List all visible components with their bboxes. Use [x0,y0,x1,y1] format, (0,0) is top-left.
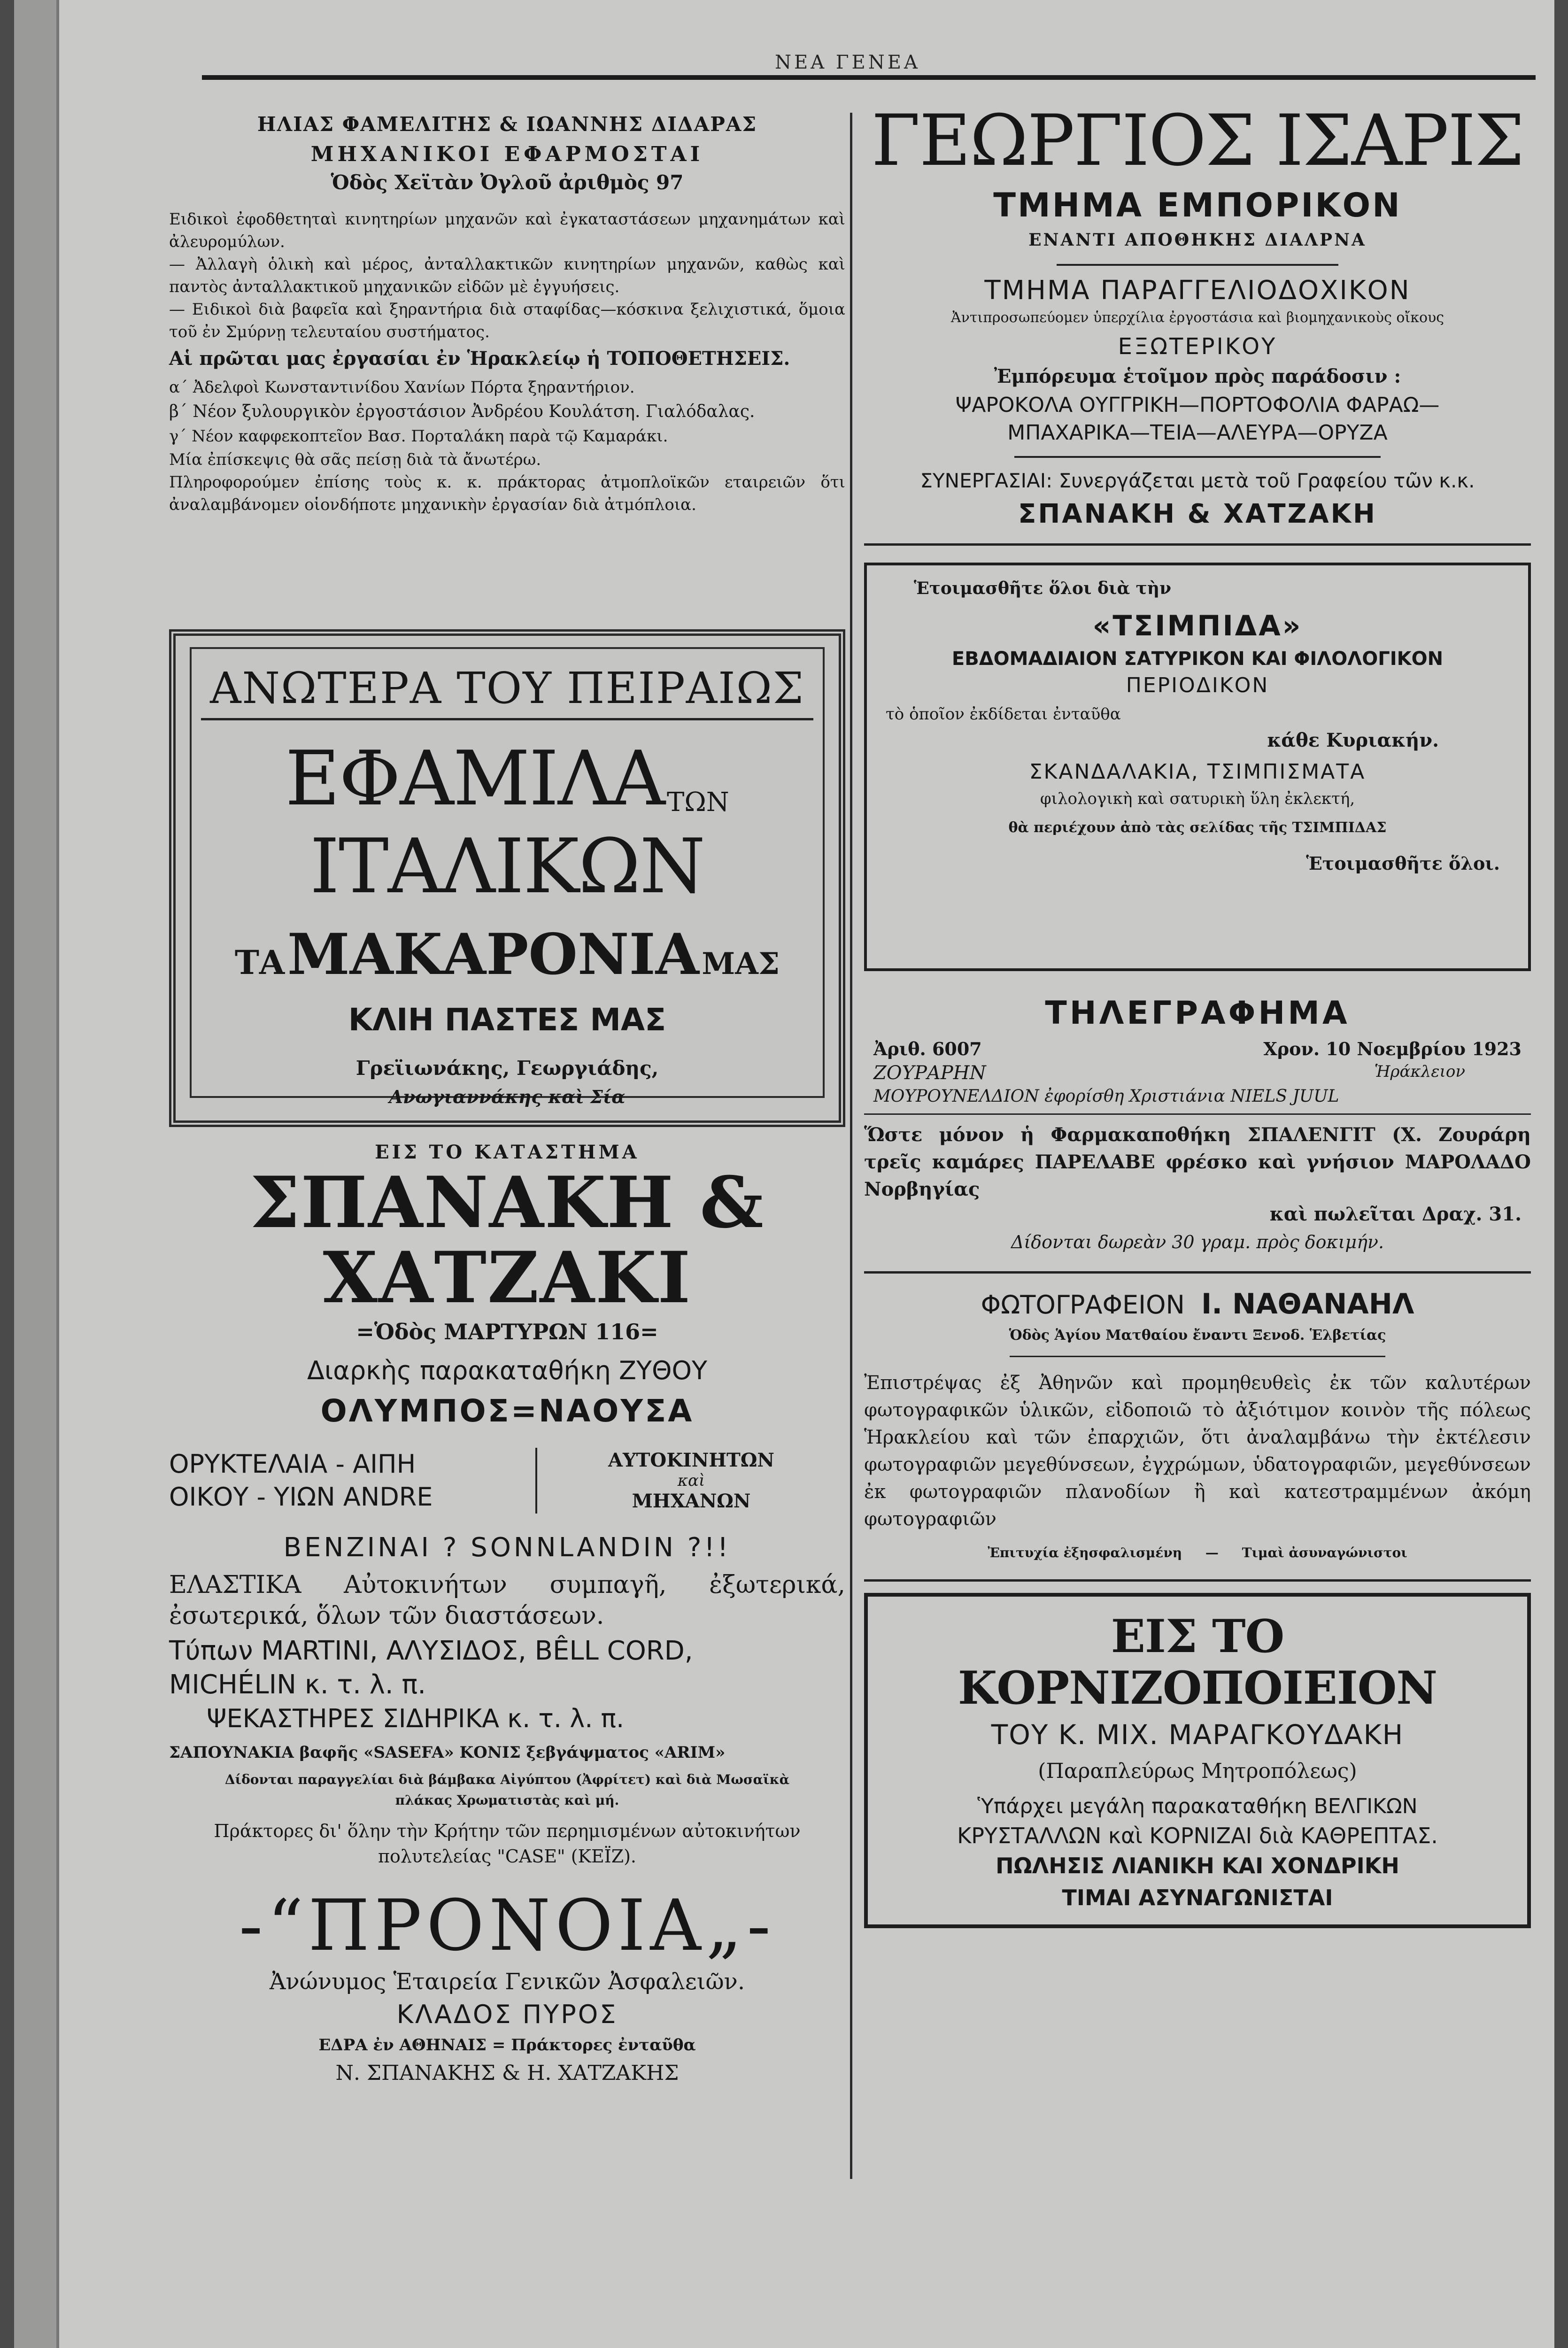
ad-spanakis-oils [169,1448,537,1514]
ad-isaris-goods2: ΜΠΑΧΑΡΙΚΑ—ΤΕΙΑ—ΑΛΕΥΡΑ—ΟΡΥΖΑ [1007,421,1388,445]
ad-tsimpida-issued: τὸ ὁποῖον ἐκδίδεται ἐνταῦθα [886,705,1121,724]
ad-famelitis-names: ΗΛΙΑΣ ΦΑΜΕΛΙΤΗΣ & ΙΩΑΝΝΗΣ ΔΙΔΑΡΑΣ [257,113,757,136]
page-header [202,47,1536,75]
ad-spanakis-name: ΣΠΑΝΑΚΗ & ΧΑΤΖΑΚΙ [250,1161,765,1319]
binding-edge [14,0,59,2348]
ad-spanakis-beer: ΟΛΥΜΠΟΣ=ΝΑΟΥΣΑ [320,1393,694,1429]
ad-famelitis-body-1: Ειδικοὶ ἐφοδθετηταὶ κινητηρίων μηχανῶν καὶ ἐγκαταστάσεων μηχανημάτων καὶ ἀλευρομύλων. [169,210,845,251]
ad-telegram-dest [864,1062,1531,1084]
ad-tsimpida-sunday: κάθε Κυριακήν. [1267,729,1439,751]
ad-spanakis-cars [537,1449,845,1512]
ad-pronoia-company: Ἀνώνυμος Ἑταιρεία Γενικῶν Ἀσφαλειῶν. [269,1969,745,1995]
ad-marangoudakis-owner: ΤΟΥ Κ. ΜΙΧ. ΜΑΡΑΓΚΟΥΔΑΚΗ [991,1719,1404,1751]
ad-marangoudakis [864,1593,1531,1928]
ad-tsimpida [864,563,1531,971]
ad-makaronia-line3-b: ΜΑΚΑΡΟΝΙΑ [287,921,699,988]
ad-photo-body: Ἐπιστρέψας ἐξ Ἀθηνῶν καὶ προμηθευθεὶς ἐκ τῶν καλυτέρων φωτογραφικῶν ὑλικῶν, εἰδοποιῶ τὸ ἀξιότιμον κοινὸν τῆς πόλεως Ἡρακλείου καὶ τῶν ἐπαρχιῶν, ὅτι ἀναλαμβάνω τὴν ἐκτέλεσιν φωτογραφιῶν μεγεθύνσεων, ἐγχρώμων, ὑδατογραφιῶν, μεγεθύνσεων ἐκ φωτογραφιῶν πλανοδίων ἢ καὶ κατεστραμμένων ἀκόμη φωτογραφιῶν [864,1372,1531,1530]
ad-makaronia-line2-a: ΕΦΑΜΙΛΑ [285,734,664,822]
ad-tsimpida-content: ΣΚΑΝΔΑΛΑΚΙΑ, ΤΣΙΜΠΙΣΜΑΤΑ [1029,760,1366,784]
ad-famelitis-closing-2: Πληροφορούμεν ἐπίσης τοὺς κ. κ. πράκτορας ἀτμοπλοϊκῶν εταιρειῶν ὅτι ἀναλαμβάνομεν οἱονδήποτε μηχανικὴν ἐργασίαν διὰ ἀτμόπλοια. [169,473,845,514]
ad-telegram-num: Ἀριθ. 6007 [873,1038,982,1059]
ad-tsimpida-enjoy: θὰ περιέχουν ἀπὸ τὰς σελίδας τῆς ΤΣΙΜΠΙΔΑΣ [1008,819,1387,836]
ad-tsimpida-ready: Ἑτοιμασθῆτε ὅλοι διὰ τὴν [914,579,1172,598]
ad-marangoudakis-location: (Παραπλεύρως Μητροπόλεως) [1038,1759,1357,1783]
ad-famelitis-address: Ὁδὸς Χεϊτὰν Ὀγλοῦ ἀριθμὸς 97 [331,171,684,194]
ad-makaronia-line3 [201,921,813,988]
ad-spanakis-benzine: BENZINAI ? SONNLANDIN ?!! [283,1532,731,1563]
ad-telegram-title: ΤΗΛΕΓΡΑΦΗΜΑ [1045,995,1350,1032]
ad-makaronia-line2-c: ΙΤΑΛΙΚΩΝ [309,822,705,910]
ad-isaris-goods-intro: Ἐμπόρευμα ἑτοῖμον πρὸς παράδοσιν : [994,365,1401,387]
ad-makaronia-inner [190,647,825,1107]
ad-makaronia-line3-a: ΤΑ [234,943,285,982]
ad-spanakis-street: =Ὁδὸς ΜΑΡΤΥΡΩΝ 116= [356,1319,658,1344]
ad-telegram-sample: Δίδονται δωρεὰν 30 γραμ. πρὸς δοκιμήν. [1011,1232,1384,1252]
ad-marangoudakis-title: ΕΙΣ ΤΟ ΚΟΡΝΙΖΟΠΟΙΕΙΟΝ [958,1610,1437,1715]
ad-telegram-to: ΖΟΥΡΑΡΗΝ [873,1062,986,1084]
ad-makaronia-line2 [201,734,813,910]
divider-2 [864,1271,1531,1274]
ad-isaris-rule-2 [1014,456,1381,458]
ad-famelitis-work-3: γ΄ Νέον καφφεκοπτεῖον Βασ. Πορταλάκη παρὰ τῷ Καμαράκι. [169,427,668,446]
ad-famelitis [169,113,845,620]
ad-spanakis-types: Τύπων MARTINI, ΑΛΥΣΙΔΟΣ, BÊLL CORD, [169,1636,693,1666]
ad-spanakis-oils-row [169,1448,845,1514]
newspaper-title: ΝΕΑ ΓΕΝΕΑ [775,52,920,73]
ad-isaris-opposite: ΕΝΑΝΤΙ ΑΠΟΘΗΚΗΣ ΔΙΑΛΡΝΑ [1028,230,1367,250]
ad-spanakis-tyres: ΕΛΑΣΤΙΚΑ Αὐτοκινήτων συμπαγῆ, ἐξωτερικά, ἐσωτερικά, ὅλων τῶν διαστάσεων. [169,1571,845,1630]
ad-telegram-price: καὶ πωλεῖται Δραχ. 31. [1269,1203,1522,1225]
ad-photo-title [864,1288,1531,1321]
ad-spanakis-oils-2: ΟΙΚΟΥ - ΥΙΩΝ ANDRE [169,1482,433,1512]
ad-makaronia-line1: ΑΝΩΤΕΡΑ ΤΟΥ ΠΕΙΡΑΙΩΣ [201,663,813,720]
ad-isaris-represent: Ἀντιπροσωπεύομεν ὑπερχίλια ἐργοστάσια καὶ βιομηχανικοὺς οἴκους [950,309,1444,326]
ad-pronoia-branch: ΚΛΑΔΟΣ ΠΥΡΟΣ [396,2000,618,2029]
ad-spanakis-sprayers: ΨΕΚΑΣΤΗΡΕΣ ΣΙΔΗΡΙΚΑ κ. τ. λ. π. [207,1704,625,1733]
ad-makaronia [169,629,845,1127]
ad-photo-rule [1010,1356,1385,1357]
ad-spanakis-deposit: Διαρκὴς παρακαταθήκη ΖΥΘΟΥ [307,1356,707,1385]
ad-photo-footer [864,1545,1531,1560]
ad-pronoia-dash-left: -“ [239,1885,309,1967]
ad-tsimpida-content2: φιλολογικὴ καὶ σατυρικὴ ὕλη ἐκλεκτή, [1040,789,1355,808]
ad-spanakis [169,1141,845,1869]
ad-spanakis-michelin: MICHÉLIN κ. τ. λ. π. [169,1669,426,1700]
ad-isaris-name: ΓΕΩΡΓΙΟΣ ΙΣΑΡΙΣ [871,100,1524,182]
ad-tsimpida-sub1: ΕΒΔΟΜΑΔΙΑΙΟΝ ΣΑΤΥΡΙΚΟΝ ΚΑΙ ΦΙΛΟΛΟΓΙΚΟΝ [951,648,1444,670]
ad-photo-footer-b: Τιμαὶ ἀσυναγώνιστοι [1242,1545,1407,1560]
newspaper-page [14,0,1554,2348]
divider-3 [864,1579,1531,1582]
ad-spanakis-oils-1: ΟΡΥΚΤΕΛΑΙΑ - ΑΙΠΗ [169,1449,416,1479]
ad-photo-footer-dash: — [1205,1545,1219,1560]
ad-spanakis-given: Δίδονται παραγγελίαι διὰ βάμβακα Αἰγύπτου (Ἀφρίτετ) καὶ διὰ Μωσαϊκὰ πλάκας Χρωματιστὰς καὶ μή. [224,1772,790,1808]
ad-tsimpida-ready2: Ἑτοιμασθῆτε ὅλοι. [1306,853,1500,874]
ad-telegram-place: Ἡράκλειον [1374,1062,1465,1081]
ad-marangoudakis-prices: ΤΙΜΑΙ ΑΣΥΝΑΓΩΝΙΣΤΑΙ [1062,1885,1333,1910]
ad-telegram-meta [864,1038,1531,1059]
ad-isaris-coop-names: ΣΠΑΝΑΚΗ & ΧΑΤΖΑΚΗ [1018,499,1377,529]
ad-makaronia-line2-b: ΤΩΝ [666,787,729,818]
ad-makaronia-line4: ΚΛΙΗ ΠΑΣΤΕΣ ΜΑΣ [348,1002,666,1038]
ad-isaris-dept1: ΤΜΗΜΑ ΕΜΠΟΡΙΚΟΝ [993,186,1402,224]
ad-isaris-rule [1057,264,1338,266]
ad-isaris-dept2: ΤΜΗΜΑ ΠΑΡΑΓΓΕΛΙΟΔΟΧΙΚΟΝ [984,275,1411,306]
ad-photo-footer-a: Ἐπιτυχία ἐξησφαλισμένη [988,1545,1182,1560]
ad-famelitis-work-2: β΄ Νέον ξυλουργικὸν ἐργοστάσιον Ἀνδρέου Κουλάτση. Γιαλόδαλας. [169,402,755,421]
ad-makaronia-line6: Ανωγιαννάκης καὶ Σία [389,1086,626,1107]
ad-famelitis-closing-1: Μία ἐπίσκεψις θὰ σᾶς πείσῃ διὰ τὰ ἄνωτέρω. [169,450,541,469]
ad-photo [864,1288,1531,1560]
ad-pronoia-dash-right: „- [705,1885,776,1967]
ad-marangoudakis-stock: Ὑπάρχει μεγάλη παρακαταθήκη ΒΕΛΓΙΚΩΝ [977,1794,1418,1818]
ad-spanakis-intro: ΕΙΣ ΤΟ ΚΑΤΑΣΤΗΜΑ [375,1141,640,1163]
ad-isaris [864,100,1531,529]
ad-marangoudakis-stock2: ΚΡΥΣΤΑΛΛΩΝ καὶ ΚΟΡΝΙΖΑΙ διὰ ΚΑΘΡΕΠΤΑΣ. [957,1823,1438,1848]
ad-marangoudakis-sales: ΠΩΛΗΣΙΣ ΛΙΑΝΙΚΗ ΚΑΙ ΧΟΝΔΡΙΚΗ [996,1853,1399,1878]
left-column [169,103,845,2085]
ad-pronoia-title-text: ΠΡΟΝΟΙΑ [308,1885,706,1967]
ad-isaris-goods1: ΨΑΡΟΚΟΛΑ ΟΥΓΓΡΙΚΗ—ΠΟΡΤΟΦΟΛΙΑ ΦΑΡΑΩ— [955,393,1440,417]
ad-isaris-coop: ΣΥΝΕΡΓΑΣΙΑΙ: Συνεργάζεται μετὰ τοῦ Γραφείου τῶν κ.κ. [920,469,1475,492]
ad-photo-title-a: ΦΩΤΟΓΡΑΦΕΙΟΝ [981,1290,1185,1320]
ad-photo-address: Ὁδὸς Ἁγίου Ματθαίου ἔναντι Ξενοδ. Ἑλβετίας [1009,1327,1386,1344]
ad-famelitis-work-1: α΄ Ἀδελφοὶ Κωνσταντινίδου Χανίων Πόρτα ξηραντήριον. [169,378,635,397]
divider-1 [864,543,1531,546]
ad-makaronia-line5: Γρεϊιωνάκης, Γεωργιάδης, [355,1057,659,1080]
ad-spanakis-cars-3: ΜΗΧΑΝΩΝ [632,1490,751,1512]
column-divider [850,113,852,2179]
ad-telegram-rule [864,1113,1531,1115]
ad-spanakis-soaps: ΣΑΠΟΥΝΑΚΙΑ βαφῆς «SASEFA» ΚΟΝΙΣ ξεβγάψματος «ARIM» [169,1743,726,1762]
ad-isaris-abroad: ΕΞΩΤΕΡΙΚΟΥ [1118,333,1277,360]
ad-famelitis-body-2: — Ἀλλαγὴ ὁλικὴ καὶ μέρος, ἀνταλλακτικῶν κινητηρίων μηχανῶν, καθὼς καὶ παντὸς ἀνταλλακτικοῦ μηχανικῶν εἰδῶν μὲ ἐγγυήσεις. [169,255,845,296]
ad-spanakis-cars-1: ΑΥΤΟΚΙΝΗΤΩΝ [608,1449,774,1471]
ad-makaronia-line3-c: ΜΑΣ [702,946,780,981]
ad-tsimpida-sub2: ΠΕΡΙΟΔΙΚΟΝ [1126,673,1269,697]
ad-famelitis-works-title: Αἱ πρῶται μας ἐργασίαι ἐν Ἡρακλείῳ ἡ ΤΟΠΟΘΕΤΗΣΕΙΣ. [169,348,790,370]
ad-famelitis-body-3: — Ειδικοὶ διὰ βαφεῖα καὶ ξηραντήρια διὰ σταφίδας—κόσκινα ξελιχιστικά, ὅμοια τοῦ ἐν Σμύρνῃ τελευταίου συστήματος. [169,300,845,341]
ad-telegram-body: Ὥστε μόνον ἡ Φαρμακαποθήκη ΣΠΑΛΕΝΓΙΤ (Χ. Ζουράρη τρεῖς καμάρες ΠΑΡΕΛΑΒΕ φρέσκο καὶ γνήσιον ΜΑΡΟΛΑΔΟ Νορβηγίας [864,1124,1531,1200]
ad-pronoia-agents: Ν. ΣΠΑΝΑΚΗΣ & Η. ΧΑΤΖΑΚΗΣ [335,2061,679,2085]
ad-tsimpida-name: «ΤΣΙΜΠΙΔΑ» [1092,610,1303,642]
ad-spanakis-agents: Πράκτορες δι' ὅλην τὴν Κρήτην τῶν περημισμένων αὐτοκινήτων πολυτελείας "CASE" (ΚΕΪΖ). [214,1821,801,1867]
header-rule [202,75,1536,80]
ad-spanakis-cars-2: καὶ [677,1471,705,1490]
right-column [864,100,1531,1928]
ad-famelitis-profession: ΜΗΧΑΝΙΚΟΙ ΕΦΑΡΜΟΣΤΑΙ [310,142,704,166]
ad-telegram-from: ΜΟΥΡΟΥΝΕΛΔΙΟΝ ἐφορίσθη Χριστιάνια NIELS JUUL [873,1087,1339,1106]
ad-pronoia-seat: ΕΔΡΑ ἐν ΑΘΗΝΑΙΣ = Πράκτορες ἐνταῦθα [318,2036,696,2054]
ad-photo-title-b: Ι. ΝΑΘΑΝΑΗΛ [1201,1288,1414,1321]
ad-telegram-date: Χρον. 10 Νοεμβρίου 1923 [1263,1038,1522,1059]
ad-telegram [864,995,1531,1252]
ad-pronoia [169,1886,845,2085]
ad-pronoia-title [169,1886,845,1966]
